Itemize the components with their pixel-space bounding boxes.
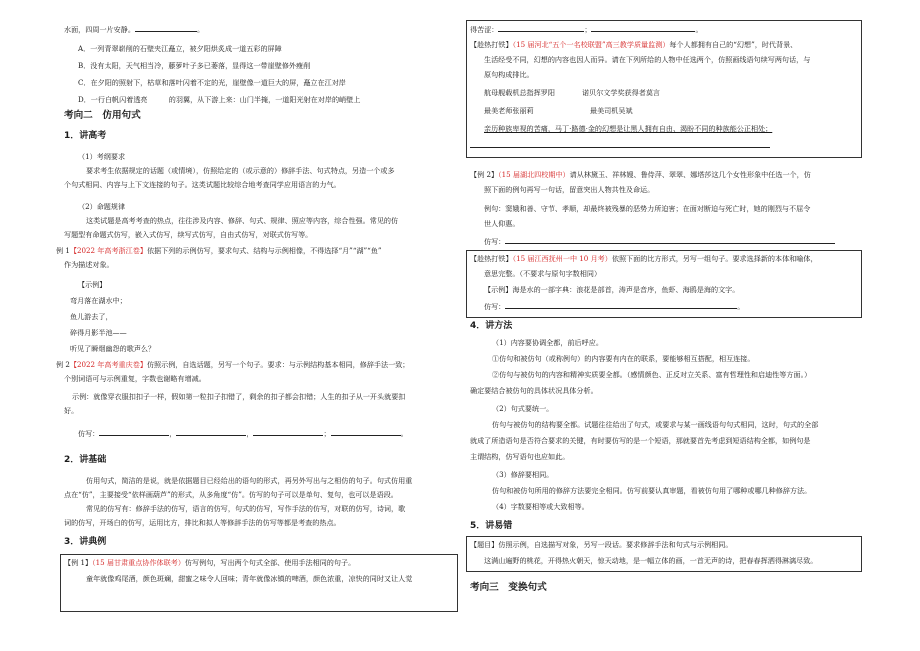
poem-line: 听见了瞬烟幽怨的歌声么？ <box>70 344 156 353</box>
exercise-question: 【趁热打铁】（15 届河北“五个一名校联盟”高三教学质量监测）每个人都拥有自己的“幻想”，时代背景、 <box>470 40 798 49</box>
sample-sentence: 世人仰惠。 <box>484 219 520 228</box>
section-heading: 考向三 变换句式 <box>470 582 547 593</box>
person-name: 航母舰载机总指挥罗阳 <box>484 88 555 97</box>
option-d: D．一行白帆闪着透亮 的羽翼，从下游上来：山门半掩，一道阳光射在对岸的峭壁上 <box>78 95 361 104</box>
demo-sentence: 好。 <box>64 406 79 415</box>
option-c: C．在夕阳的照射下，枯草和落叶闪着不定的光，崖壁像一道巨大的屏，矗立在江对岸 <box>78 78 346 87</box>
sample-sentence: 这满山遍野的桃花，开得热火朝天，惊天动地，是一幅立体的画，一首无声的诗，把春春挥洒得淋漓尽致。 <box>484 556 818 565</box>
sample-sentence: 童年就像鸡尾酒，颜色斑斓，甜蜜之味令人回味；青年就像冰镇的啤酒，颜色浓重，凉快的同时又让人觉 <box>86 574 413 583</box>
source-tag: （15 届江西抚州一中 10 月考） <box>512 254 612 263</box>
paragraph: 生活经受不同，幻想的内容也因人而异。请在下列所给的人物中任选两个，仿照画线语句续写两句话，与 <box>484 55 811 64</box>
subheading-yicuo: 5．讲易错 <box>470 521 513 531</box>
source-tag: （15 届甘肃重点协作体联考） <box>92 558 185 567</box>
answer-line: 得苦涩： ； 。 <box>470 25 703 34</box>
paragraph: 确定要结合被仿句的具体状况具体分析。 <box>470 386 598 395</box>
answer-blank[interactable] <box>176 428 246 436</box>
paragraph: 主谓结构，仿写语句也应如此。 <box>470 452 570 461</box>
answer-line: 仿写： <box>484 236 835 247</box>
subheading-fangfa: 4．讲方法 <box>470 321 513 331</box>
method-item: （1）内容要协调全都，前后呼应。 <box>492 338 603 347</box>
source-tag: （15 届河北“五个一名校联盟”高三教学质量监测） <box>512 40 670 49</box>
example-1: 例 1【2022 年高考浙江卷】依据下列的示例仿写，要求句式、结构与示例相像，不得选择“月”“湖”“鱼” <box>56 246 382 255</box>
fill-line: 水面，四周一片安静。 。 <box>64 25 205 34</box>
exercise-question: 【趁热打铁】（15 届江西抚州一中 10 月考）依照下面的比方形式，另写一组句子。要求选择新的本体和喻体， <box>470 254 818 263</box>
method-item: （2）句式要统一。 <box>492 404 554 413</box>
exercise-question: 【题目】仿照示例，自选描写对象，另写一段话。要求修辞手法和句式与示例相同。 <box>470 540 733 549</box>
person-name: 最美老师张丽莉 <box>484 106 534 115</box>
mingti-label: （2）命题规律 <box>78 202 126 211</box>
method-item: （4）字数要相等或大致相等。 <box>492 502 589 511</box>
person-name: 最美司机吴斌 <box>590 106 633 115</box>
poem-line: 碎得月影半池—— <box>70 328 127 337</box>
source-tag: 【2022 年高考重庆卷】 <box>69 360 147 369</box>
option-a: A．一列青翠崭削的石壁夹江矗立，被夕阳烘炙成一道五彩的屏障 <box>78 44 282 53</box>
example-2: 例 2【2022 年高考重庆卷】仿照示例，自选话题，另写一个句子。要求：与示例结构基本相同，修辞手法一致； <box>56 360 410 369</box>
poem-line: 弯月落在湖水中； <box>70 296 127 305</box>
answer-blank[interactable] <box>331 428 401 436</box>
paragraph: 照下面的例句再写一句话，留意突出人物共性及命运。 <box>484 185 655 194</box>
paragraph: 仿用句式，简洁的是说，就是依据题目已经给出的语句的形式，再另外写出与之相仿的句子。句式仿用重 <box>86 476 413 485</box>
answer-blank[interactable] <box>505 301 737 309</box>
paragraph: 原句构成排比。 <box>484 70 534 79</box>
paragraph: 意思完整。（不要求与原句字数相同） <box>484 269 602 278</box>
kaogang-label: （1）考纲要求 <box>78 152 126 161</box>
person-name: 诺贝尔文学奖获得者莫言 <box>582 88 661 97</box>
answer-blank[interactable] <box>470 140 770 148</box>
paragraph: 就成了所造语句是否符合要求的关键，有时要仿写的是一个短语，那就要首先考虑到短语结构全都，如例句是 <box>470 436 811 445</box>
example-1-typical: 【例 1】（15 届甘肃重点协作体联考）仿写例句，写出两个句式全部、使用手法相同的句子。 <box>64 558 356 567</box>
sample-sentence: 【示例】海是水的一部字典：浪花是部首，涛声是音序，鱼虾、海鸥是海的文字。 <box>484 285 740 294</box>
section-heading: 考向二 仿用句式 <box>64 110 141 121</box>
answer-blank[interactable] <box>498 24 584 32</box>
option-b: B．没有太阳，天气相当冷，藤萝叶子多已萎落，显得这一带崖壁修外瘦削 <box>78 61 311 70</box>
underlined-sentence: 亲历种族卑视的苦痛，马丁·路德·金的幻想是让黑人拥有自由、渴盼不同的种族能公正相处； <box>484 124 773 133</box>
paragraph: 个句式相同、内容与上下文连接的句子。这类试题比较综合地考查同学应用语言的力气。 <box>64 180 341 189</box>
paragraph: 常见的仿写有：修辞手法的仿写，语言的仿写，句式的仿写，写作手法的仿写，对联的仿写，诗词，歌 <box>86 504 406 513</box>
sample-sentence: 例句：窦娥和善、守节、孝顺，却最终被残暴的恶势力所迫害；在面对断迫与死亡时，她的刚烈与不屈令 <box>484 204 811 213</box>
method-item: ①仿句和被仿句（或称例句）的内容要有内在的联系，要能够相互搭配，相互连接。 <box>492 354 755 363</box>
subheading-gaokao: 1．讲高考 <box>64 131 107 141</box>
paragraph: 要求考生依据规定的话题（或情境），仿照给定的（或示意的）修辞手法、句式特点，另造一个或多 <box>86 166 395 175</box>
answer-line <box>470 140 770 151</box>
paragraph: 仿句与被仿句的结构要全都。试题往往给出了句式，或要求与某一画线语句句式相同，这时，句式的全部 <box>492 420 819 429</box>
method-item: ②仿句与被仿句的内容和精神实质要全都。（感情颜色、正反对立关系、富有哲理性和启迪性等方面。） <box>492 370 812 379</box>
answer-blank[interactable] <box>505 236 835 244</box>
poem-line: 鱼儿游去了， <box>70 312 113 321</box>
paragraph: 点在“仿”，主要接受“依样画葫芦”的形式，从多角度“仿”。仿写的句子可以是单句、复句，也可以是语段。 <box>64 490 398 499</box>
method-item: （3）修辞要相同。 <box>492 470 554 479</box>
answer-blank[interactable] <box>99 428 169 436</box>
paragraph: 这类试题是高考考查的热点，往往涉及内容、修辞、句式、规律、照应等内容，综合性强。常见的仿 <box>86 216 399 225</box>
paragraph: 个别词语可与示例重复，字数也谢略有增减。 <box>64 374 206 383</box>
subheading-jichu: 2．讲基础 <box>64 455 107 465</box>
example-2-right: 【例 2】（15 届湖北四校期中）请从林黛玉、祥林嫂、鲁侍萍、翠翠、娜塔莎这几个女性形象中任选一个，仿 <box>470 170 811 179</box>
source-tag: （15 届湖北四校期中） <box>498 170 570 179</box>
answer-blank[interactable] <box>253 428 323 436</box>
answer-blank[interactable] <box>135 24 197 32</box>
paragraph: 仿句和被仿句所用的修辞方法要完全相同。仿写前要认真审题，看被仿句用了哪种或哪几种修辞方法。 <box>492 486 812 495</box>
paragraph: 词的仿写，开场白的仿写，运用比方，排比和拟人等修辞手法的仿写等都是考查的热点。 <box>64 518 341 527</box>
answer-line: 仿写： 。 <box>484 302 745 311</box>
answer-blank[interactable] <box>591 24 695 32</box>
shili-label: 【示例】 <box>78 280 107 289</box>
subheading-lili: 3．讲典例 <box>64 537 107 547</box>
answer-line: 仿写： ， ， ； 。 <box>78 429 408 438</box>
source-tag: 【2022 年高考浙江卷】 <box>69 246 147 255</box>
paragraph: 写题型有命题式仿写，嵌入式仿写，续写式仿写，自由式仿写，对联式仿写等。 <box>64 230 313 239</box>
demo-sentence: 示例：就像穿衣服扣扣子一样，假如第一粒扣子扣错了，剩余的扣子都会扣错；人生的扣子从一开头就要扣 <box>72 392 406 401</box>
paragraph: 作为描述对象。 <box>64 260 114 269</box>
